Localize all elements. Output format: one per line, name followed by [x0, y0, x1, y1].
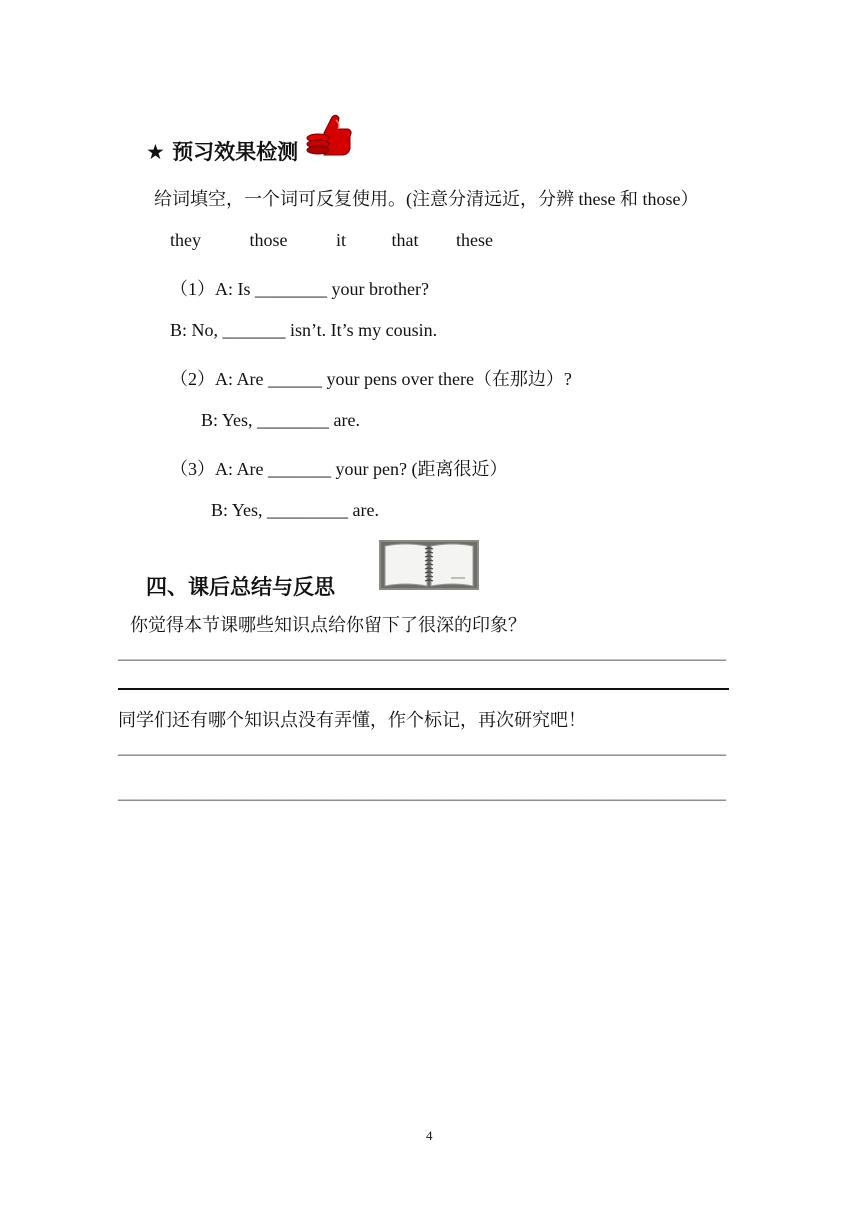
- answer-solid-line: [118, 688, 729, 690]
- word-that: that: [391, 230, 419, 250]
- instruction-text: 给词填空，一个词可反复使用。(注意分清远近，分辨 these 和 those）: [154, 189, 699, 209]
- answer-dash-line-2: ——————————————————————————————————————: [118, 746, 726, 763]
- reflection-title: 四、课后总结与反思: [146, 575, 335, 599]
- word-they: they: [170, 230, 201, 250]
- answer-dash-line-3: ——————————————————————————————————————: [118, 791, 726, 808]
- star-icon: ★: [146, 140, 165, 164]
- thumbs-up-icon: [306, 111, 354, 159]
- exercise-line-3: （2）A: Are ______ your pens over there（在那边）?: [170, 369, 572, 389]
- exercise-line-5: （3）A: Are _______ your pen? (距离很近）: [170, 459, 508, 479]
- word-it: it: [336, 230, 347, 250]
- reflection-question-1: 你觉得本节课哪些知识点给你留下了很深的印象？: [130, 615, 526, 635]
- exercise-line-4: B: Yes, ________ are.: [201, 410, 361, 430]
- page-number: 4: [426, 1128, 433, 1143]
- word-these: these: [456, 230, 493, 250]
- exercise-line-2: B: No, _______ isn’t. It’s my cousin.: [170, 320, 438, 340]
- exercise-line-1: （1）A: Is ________ your brother?: [170, 279, 429, 299]
- preview-title: 预习效果检测: [172, 140, 299, 164]
- word-those: those: [249, 230, 288, 250]
- exercise-line-6: B: Yes, _________ are.: [211, 500, 380, 520]
- open-book-icon: [379, 540, 479, 590]
- reflection-question-2: 同学们还有哪个知识点没有弄懂，作个标记，再次研究吧！: [118, 710, 586, 730]
- word-bank: [170, 230, 493, 251]
- answer-dash-line-1: ——————————————————————————————————————: [118, 651, 726, 668]
- preview-heading: [146, 136, 298, 166]
